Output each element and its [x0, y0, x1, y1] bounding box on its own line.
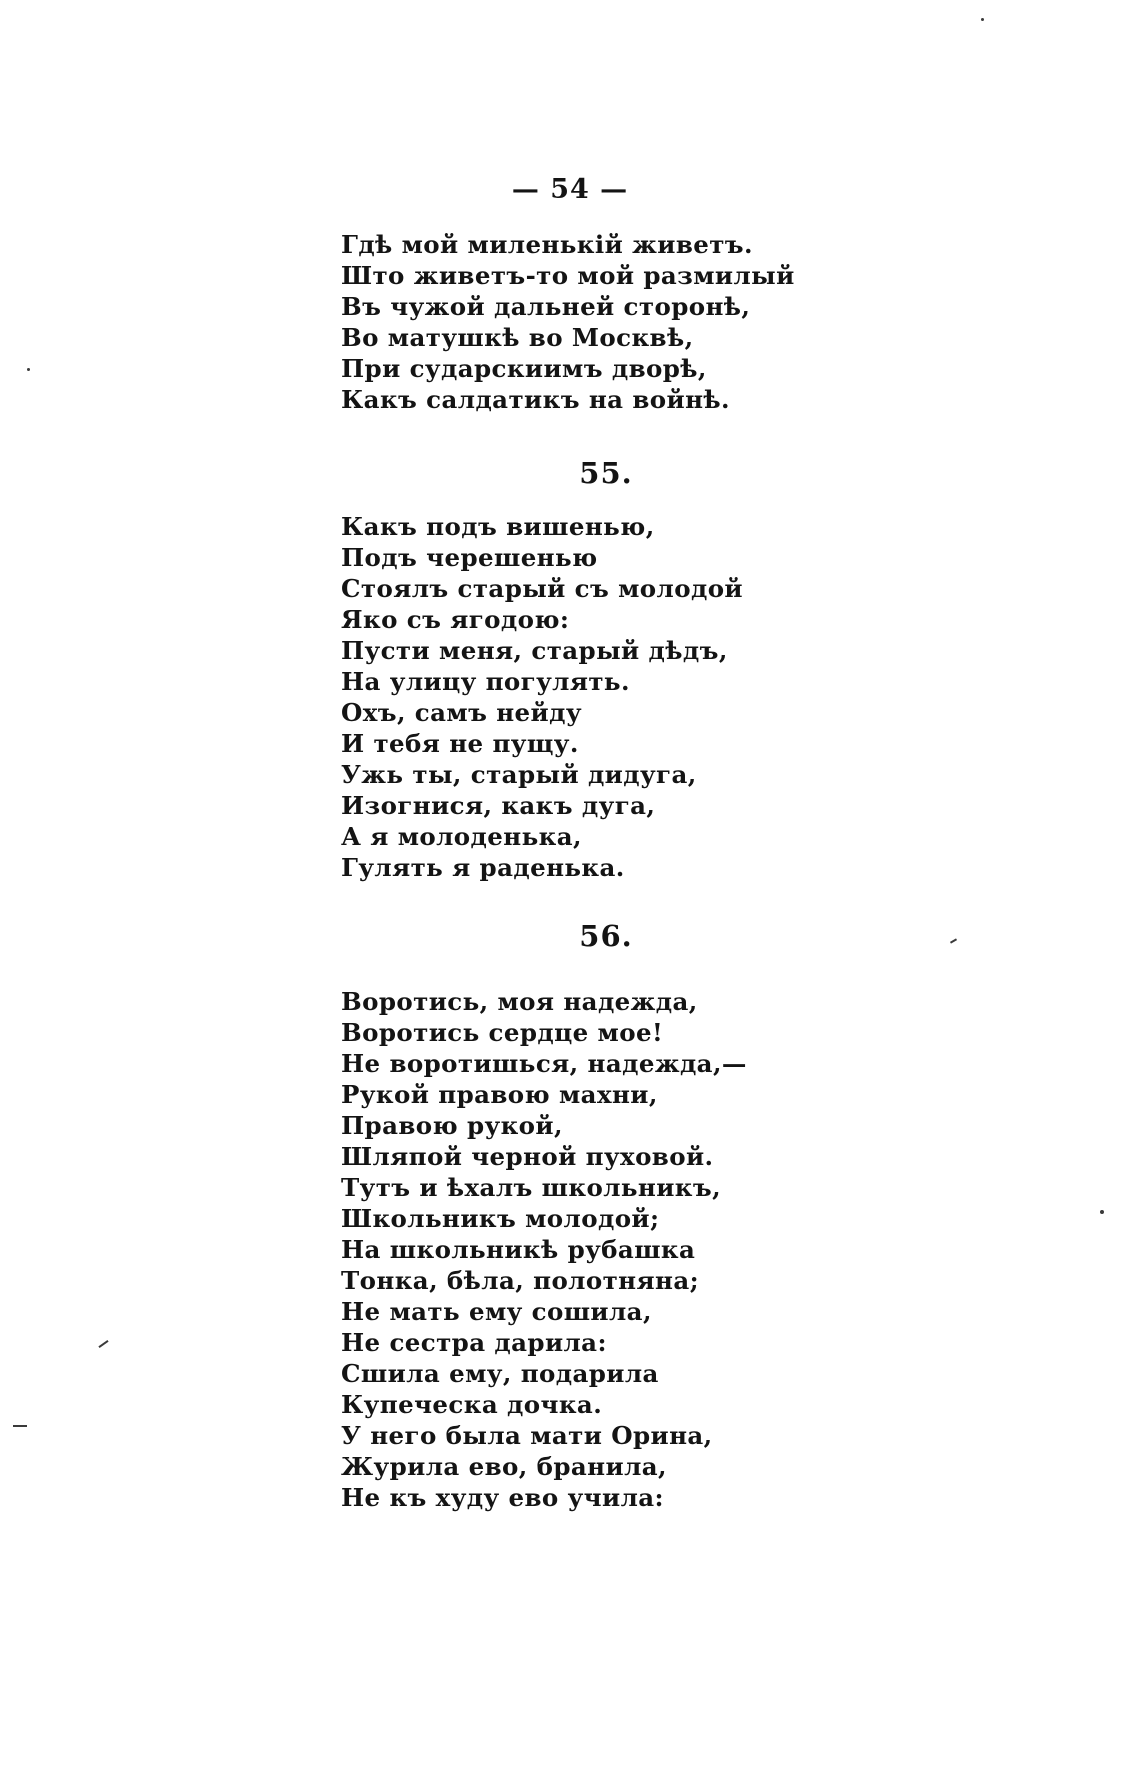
verse-line: Гдѣ мой миленькій живетъ.	[341, 230, 753, 259]
verse-line: И тебя не пущу.	[341, 729, 579, 758]
continuation-stanza	[341, 229, 1061, 415]
verse-line: Яко съ ягодою:	[341, 605, 570, 634]
verse-line: А я молоденька,	[341, 822, 582, 851]
verse-line: Тонка, бѣла, полотняна;	[341, 1266, 700, 1295]
verse-line: Пусти меня, старый дѣдъ,	[341, 636, 728, 665]
verse-line: При сударскиимъ дворѣ,	[341, 354, 707, 383]
verse-line: У него была мати Орина,	[341, 1421, 713, 1450]
verse-line: На школьникѣ рубашка	[341, 1235, 696, 1264]
verse-line: Тутъ и ѣхалъ школьникъ,	[341, 1173, 722, 1202]
song-number: 55.	[579, 456, 633, 490]
verse-line: Шляпой черной пуховой.	[341, 1142, 714, 1171]
verse-line: Какъ подъ вишенью,	[341, 512, 655, 541]
verse-line: Охъ, самъ нейду	[341, 698, 582, 727]
verse-line: Воротись, моя надежда,	[341, 987, 698, 1016]
verse-line: Не воротишься, надежда,—	[341, 1049, 747, 1078]
verse-line: Подъ черешенью	[341, 543, 598, 572]
song-55-stanza	[341, 511, 1061, 883]
scan-speck	[981, 18, 984, 21]
scan-speck	[27, 368, 30, 371]
verse-line: Рукой правою махни,	[341, 1080, 658, 1109]
verse-line: Сшила ему, подарила	[341, 1359, 659, 1388]
verse-line: Гулять я раденька.	[341, 853, 625, 882]
verse-line: Воротись сердце мое!	[341, 1018, 664, 1047]
verse-line: Правою рукой,	[341, 1111, 563, 1140]
verse-line: Не сестра дарила:	[341, 1328, 607, 1357]
verse-line: Журила ево, бранила,	[341, 1452, 667, 1481]
verse-line: Што живетъ-то мой размилый	[341, 261, 795, 290]
scan-speck	[1100, 1210, 1104, 1214]
verse-line: Школьникъ молодой;	[341, 1204, 660, 1233]
verse-line: Ужь ты, старый дидуга,	[341, 760, 697, 789]
verse-line: Во матушкѣ во Москвѣ,	[341, 323, 694, 352]
verse-line: Не къ худу ево учила:	[341, 1483, 664, 1512]
song-56-stanza	[341, 986, 1061, 1513]
song-number: 56.	[579, 919, 633, 953]
verse-line: Купеческа дочка.	[341, 1390, 603, 1419]
scan-speck	[98, 1340, 108, 1348]
verse-line: Изогнися, какъ дуга,	[341, 791, 656, 820]
page-number: — 54 —	[511, 174, 629, 205]
verse-line: Не мать ему сошила,	[341, 1297, 652, 1326]
verse-line: Какъ салдатикъ на войнѣ.	[341, 385, 730, 414]
verse-line: На улицу погулять.	[341, 667, 630, 696]
verse-line: Въ чужой дальней сторонѣ,	[341, 292, 751, 321]
verse-line: Стоялъ старый съ молодой	[341, 574, 744, 603]
scan-speck	[13, 1425, 27, 1427]
